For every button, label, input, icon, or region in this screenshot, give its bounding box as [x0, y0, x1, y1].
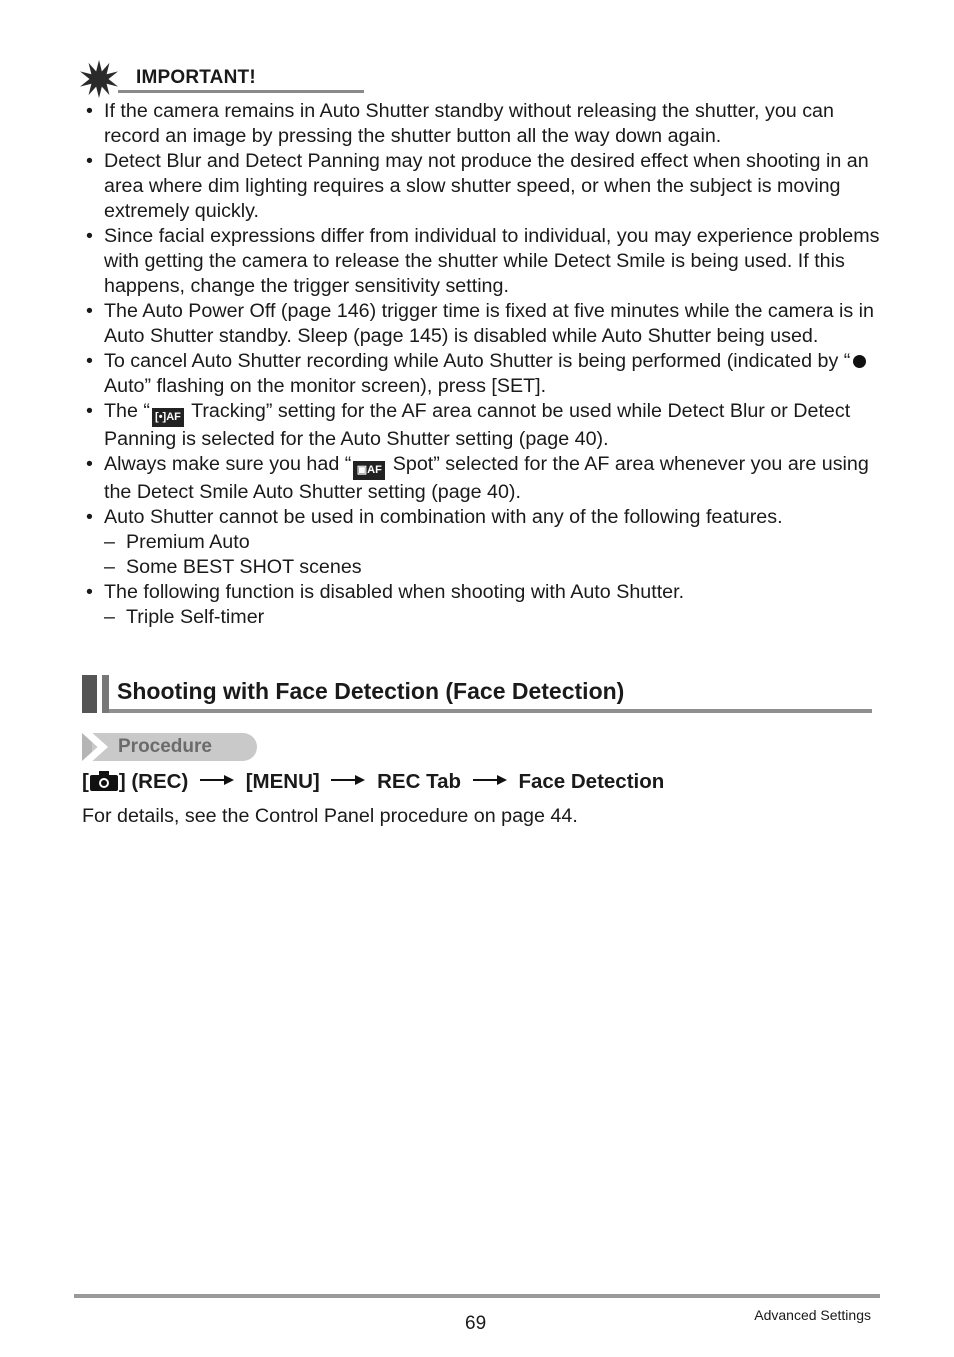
- sub-list-item: – Some BEST SHOT scenes: [104, 555, 882, 580]
- list-item: [82, 349, 882, 399]
- procedure-label: Procedure: [118, 736, 212, 757]
- important-label: IMPORTANT!: [136, 67, 256, 88]
- af-tracking-icon: [•]AF: [152, 408, 184, 427]
- item-text: Auto Shutter cannot be used in combination with any of the following features.: [104, 506, 783, 528]
- item-text: If the camera remains in Auto Shutter standby without releasing the shutter, you can record an image by pressing the shutter button all the way down again.: [104, 100, 834, 147]
- sub-list: [104, 530, 882, 580]
- list-item: [82, 452, 882, 505]
- procedure-badge: [82, 733, 257, 761]
- arrow-right-icon: [473, 775, 507, 785]
- list-item: [82, 399, 882, 452]
- list-item: [82, 580, 882, 630]
- sub-list-item: – Triple Self-timer: [104, 605, 882, 630]
- af-spot-icon: ▣AF: [353, 461, 385, 480]
- section-heading: [82, 675, 872, 713]
- path-menu: [MENU]: [245, 770, 320, 793]
- important-list: [82, 99, 882, 630]
- item-text: Always make sure you had “: [104, 453, 352, 475]
- item-text: The “: [104, 400, 150, 422]
- list-item: [82, 299, 882, 349]
- path-item: Face Detection: [518, 770, 665, 793]
- sub-list-item: – Premium Auto: [104, 530, 882, 555]
- item-text: The Auto Power Off (page 146) trigger time is fixed at five minutes while the camera is in Auto Shutter standby. Sleep (page 145) is disabled while Auto Shutter being used.: [104, 300, 874, 347]
- important-underline: [118, 90, 364, 93]
- list-item: [82, 224, 882, 299]
- footer-section-name: Advanced Settings: [754, 1307, 871, 1323]
- list-item: [82, 149, 882, 224]
- record-dot-icon: [853, 355, 866, 368]
- menu-path: [82, 770, 664, 794]
- sub-list: [104, 605, 882, 630]
- bracket-open: [: [82, 770, 89, 793]
- section-title: Shooting with Face Detection (Face Detection): [117, 678, 625, 704]
- arrow-right-icon: [331, 775, 365, 785]
- starburst-icon: [80, 60, 118, 98]
- list-item: [82, 99, 882, 149]
- footer-rule: [74, 1294, 880, 1298]
- path-tab: REC Tab: [377, 770, 462, 793]
- item-text: Spot” selected for the AF area whenever you are using the Detect Smile Auto Shutter setting (page 40).: [104, 453, 869, 503]
- item-text: Detect Blur and Detect Panning may not produce the desired effect when shooting in an area where dim lighting requires a slow shutter speed, or when the subject is moving extremely quickly.: [104, 150, 869, 222]
- arrow-right-icon: [200, 775, 234, 785]
- list-item: [82, 505, 882, 580]
- item-text: To cancel Auto Shutter recording while Auto Shutter is being performed (indicated by “: [104, 350, 851, 372]
- details-text: For details, see the Control Panel procedure on page 44.: [82, 805, 578, 827]
- page-number: 69: [465, 1313, 487, 1334]
- heading-bar: [102, 675, 109, 713]
- camera-icon: [89, 770, 119, 792]
- heading-rule: [109, 709, 872, 713]
- important-heading: [80, 60, 285, 96]
- heading-bar: [82, 675, 97, 713]
- path-rec: ] (REC): [118, 770, 189, 793]
- item-text: Tracking” setting for the AF area cannot be used while Detect Blur or Detect Panning is selected for the Auto Shutter setting (page 40).: [104, 400, 851, 450]
- item-text: The following function is disabled when shooting with Auto Shutter.: [104, 581, 685, 603]
- item-text: Since facial expressions differ from individual to individual, you may experience problems with getting the camera to release the shutter while Detect Smile is being used. If this happens, change the trigger sensitivity setting.: [104, 225, 880, 297]
- item-text: Auto” flashing on the monitor screen), press [SET].: [104, 375, 547, 397]
